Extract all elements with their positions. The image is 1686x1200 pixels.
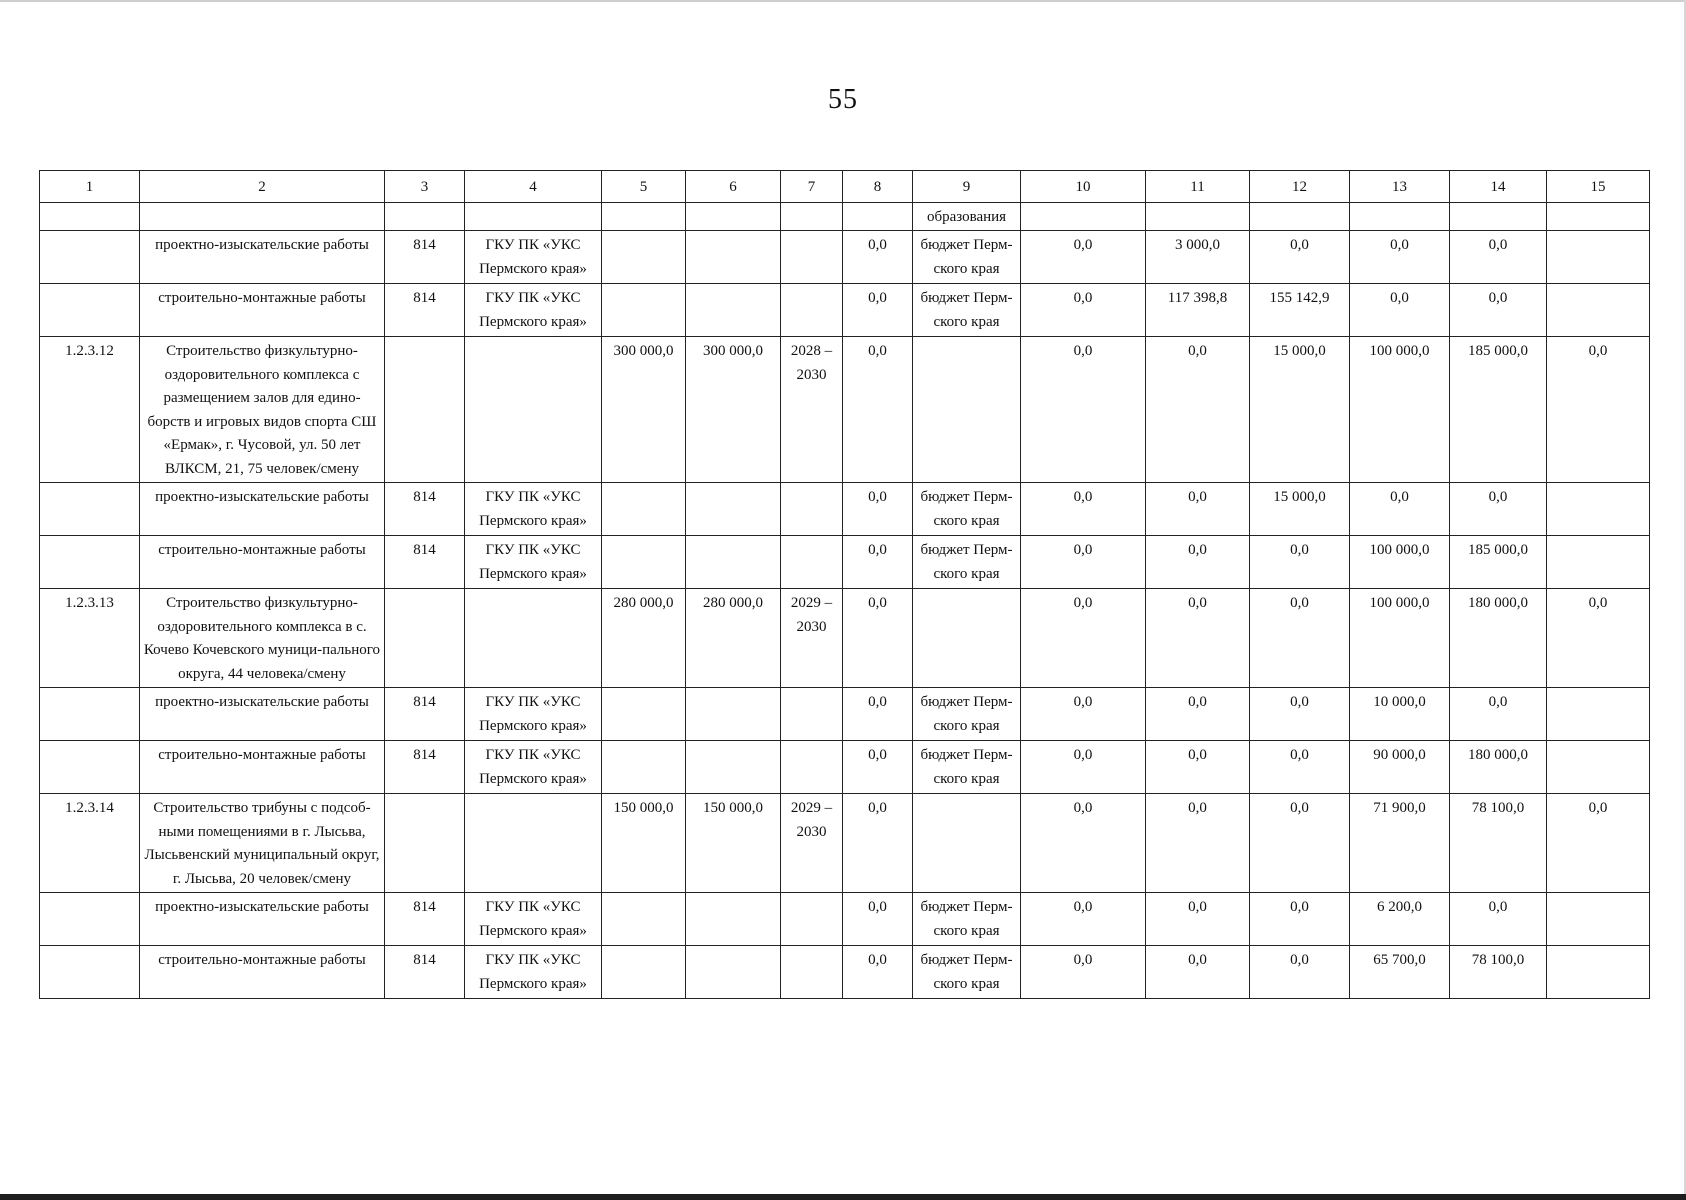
table-cell: 0,0 <box>1250 741 1350 794</box>
table-cell: 814 <box>385 231 465 284</box>
table-cell: ГКУ ПК «УКС Пермского края» <box>465 536 602 589</box>
table-cell: 0,0 <box>843 231 913 284</box>
table-cell: 280 000,0 <box>686 589 781 688</box>
table-cell: 0,0 <box>1350 231 1450 284</box>
table-cell <box>602 284 686 337</box>
table-cell: 180 000,0 <box>1450 589 1547 688</box>
table-cell <box>781 231 843 284</box>
table-cell: 0,0 <box>1146 688 1250 741</box>
table-cell <box>1547 284 1650 337</box>
table-cell: 185 000,0 <box>1450 337 1547 483</box>
table-cell: 1.2.3.13 <box>40 589 140 688</box>
table-cell: 814 <box>385 536 465 589</box>
table-cell: ГКУ ПК «УКС Пермского края» <box>465 483 602 536</box>
table-cell: 0,0 <box>1021 536 1146 589</box>
table-cell <box>781 536 843 589</box>
page-number: 55 <box>828 84 858 115</box>
table-cell: строительно-монтажные работы <box>140 741 385 794</box>
table-cell: 2028 – 2030 <box>781 337 843 483</box>
column-number-cell: 1 <box>40 171 140 203</box>
table-cell <box>686 741 781 794</box>
table-cell: 6 200,0 <box>1350 893 1450 946</box>
table-cell: 15 000,0 <box>1250 337 1350 483</box>
table-row-subitem <box>40 536 1650 589</box>
table-cell: 10 000,0 <box>1350 688 1450 741</box>
column-number-cell: 15 <box>1547 171 1650 203</box>
column-number-cell: 2 <box>140 171 385 203</box>
table-cell: 0,0 <box>1450 284 1547 337</box>
table-row-subitem <box>40 741 1650 794</box>
table-cell: 0,0 <box>1547 589 1650 688</box>
table-row-subitem <box>40 893 1650 946</box>
table-cell <box>1146 202 1250 231</box>
table-cell: 90 000,0 <box>1350 741 1450 794</box>
table-cell: 100 000,0 <box>1350 536 1450 589</box>
table-cell: 0,0 <box>1350 483 1450 536</box>
table-cell: 0,0 <box>1146 337 1250 483</box>
table-cell: 100 000,0 <box>1350 337 1450 483</box>
table-cell <box>40 741 140 794</box>
table-cell <box>40 946 140 999</box>
table-cell: 180 000,0 <box>1450 741 1547 794</box>
table-cell: строительно-монтажные работы <box>140 946 385 999</box>
table-cell <box>913 794 1021 893</box>
table-cell <box>40 284 140 337</box>
table-cell <box>385 202 465 231</box>
table-cell <box>140 202 385 231</box>
table-cell <box>781 202 843 231</box>
table-cell: 0,0 <box>843 536 913 589</box>
table-cell: 1.2.3.14 <box>40 794 140 893</box>
column-number-cell: 11 <box>1146 171 1250 203</box>
table-cell <box>1547 688 1650 741</box>
table-cell <box>686 202 781 231</box>
column-number-cell: 3 <box>385 171 465 203</box>
table-cell <box>686 688 781 741</box>
table-cell: 0,0 <box>1146 536 1250 589</box>
table-cell <box>686 483 781 536</box>
table-cell: 2029 – 2030 <box>781 589 843 688</box>
table-cell: бюджет Перм-ского края <box>913 741 1021 794</box>
table-cell <box>1547 231 1650 284</box>
table-cell: 0,0 <box>1250 688 1350 741</box>
table-cell <box>1021 202 1146 231</box>
table-cell: 0,0 <box>1021 741 1146 794</box>
table-cell: 0,0 <box>1146 893 1250 946</box>
table-cell <box>602 688 686 741</box>
table-cell: 0,0 <box>1250 893 1350 946</box>
table-cell <box>1547 946 1650 999</box>
table-cell: Строительство физкультурно-оздоровительного комплекса в с. Кочево Кочевского муници-пального округа, 44 человека/смену <box>140 589 385 688</box>
table-row-subitem <box>40 688 1650 741</box>
table-cell: 814 <box>385 741 465 794</box>
table-row-item <box>40 589 1650 688</box>
scan-edge-top <box>0 0 1686 2</box>
table-cell <box>602 741 686 794</box>
table-cell: 15 000,0 <box>1250 483 1350 536</box>
table-cell: проектно-изыскательские работы <box>140 688 385 741</box>
table-cell <box>40 202 140 231</box>
column-number-cell: 13 <box>1350 171 1450 203</box>
table-cell: 300 000,0 <box>686 337 781 483</box>
table-cell: 814 <box>385 284 465 337</box>
table-row-subitem <box>40 231 1650 284</box>
table-cell <box>40 483 140 536</box>
table-cell: 0,0 <box>1021 946 1146 999</box>
table-cell: 280 000,0 <box>602 589 686 688</box>
table-row-item <box>40 794 1650 893</box>
table-cell: бюджет Перм-ского края <box>913 688 1021 741</box>
table-cell: 71 900,0 <box>1350 794 1450 893</box>
table-cell: 0,0 <box>843 483 913 536</box>
table-cell: Строительство трибуны с подсоб-ными помещениями в г. Лысьва, Лысьвенский муниципальный округ, г. Лысьва, 20 человек/смену <box>140 794 385 893</box>
continuation-row <box>40 202 1650 231</box>
table-cell <box>686 284 781 337</box>
table-cell: проектно-изыскательские работы <box>140 231 385 284</box>
table-cell: 0,0 <box>1450 893 1547 946</box>
column-number-cell: 8 <box>843 171 913 203</box>
table-cell: 0,0 <box>1021 483 1146 536</box>
table-cell <box>602 483 686 536</box>
table-cell: проектно-изыскательские работы <box>140 483 385 536</box>
table-cell: 0,0 <box>1146 946 1250 999</box>
table-cell: ГКУ ПК «УКС Пермского края» <box>465 688 602 741</box>
table-cell: 0,0 <box>843 946 913 999</box>
table-cell: 0,0 <box>1250 536 1350 589</box>
table-cell: 0,0 <box>843 741 913 794</box>
table-cell <box>1547 536 1650 589</box>
table-cell: 0,0 <box>1350 284 1450 337</box>
table-cell <box>465 337 602 483</box>
table-cell: бюджет Перм-ского края <box>913 483 1021 536</box>
table-cell <box>40 536 140 589</box>
table-cell: строительно-монтажные работы <box>140 284 385 337</box>
table-cell: 0,0 <box>1146 483 1250 536</box>
table-cell <box>40 893 140 946</box>
table-cell <box>781 483 843 536</box>
table-cell <box>781 741 843 794</box>
table-cell: проектно-изыскательские работы <box>140 893 385 946</box>
budget-table <box>39 170 1650 999</box>
table-cell <box>1450 202 1547 231</box>
table-cell <box>602 946 686 999</box>
column-number-cell: 10 <box>1021 171 1146 203</box>
table-cell <box>686 893 781 946</box>
table-cell <box>781 284 843 337</box>
table-cell: 100 000,0 <box>1350 589 1450 688</box>
column-number-cell: 4 <box>465 171 602 203</box>
table-cell: 0,0 <box>1021 337 1146 483</box>
table-cell <box>40 688 140 741</box>
column-number-cell: 6 <box>686 171 781 203</box>
table-cell: 0,0 <box>1021 231 1146 284</box>
table-cell: ГКУ ПК «УКС Пермского края» <box>465 741 602 794</box>
table-cell: 150 000,0 <box>602 794 686 893</box>
table-cell: 0,0 <box>1250 589 1350 688</box>
table-cell <box>1547 893 1650 946</box>
table-cell <box>602 536 686 589</box>
table-cell <box>465 589 602 688</box>
table-cell: 0,0 <box>1146 589 1250 688</box>
table-cell <box>602 202 686 231</box>
column-number-cell: 12 <box>1250 171 1350 203</box>
table-row-item <box>40 337 1650 483</box>
table-cell: бюджет Перм-ского края <box>913 231 1021 284</box>
table-row-subitem <box>40 284 1650 337</box>
table-cell <box>1350 202 1450 231</box>
table-cell: 78 100,0 <box>1450 946 1547 999</box>
column-number-row <box>40 171 1650 203</box>
table-cell: бюджет Перм-ского края <box>913 536 1021 589</box>
table-cell: 814 <box>385 688 465 741</box>
table-cell: 78 100,0 <box>1450 794 1547 893</box>
table-cell: 300 000,0 <box>602 337 686 483</box>
table-cell: 117 398,8 <box>1146 284 1250 337</box>
table-cell: 65 700,0 <box>1350 946 1450 999</box>
table-cell <box>913 337 1021 483</box>
table-cell: 0,0 <box>1146 741 1250 794</box>
table-cell: ГКУ ПК «УКС Пермского края» <box>465 284 602 337</box>
table-cell: 0,0 <box>843 688 913 741</box>
column-number-cell: 9 <box>913 171 1021 203</box>
table-cell <box>1547 202 1650 231</box>
table-cell: бюджет Перм-ского края <box>913 893 1021 946</box>
column-number-cell: 5 <box>602 171 686 203</box>
table-cell: 814 <box>385 946 465 999</box>
table-cell <box>913 589 1021 688</box>
table-cell <box>385 589 465 688</box>
table-cell: 2029 – 2030 <box>781 794 843 893</box>
table-cell <box>686 946 781 999</box>
table-row-subitem <box>40 483 1650 536</box>
table-cell: 1.2.3.12 <box>40 337 140 483</box>
table-cell: 0,0 <box>1250 231 1350 284</box>
table-cell <box>385 337 465 483</box>
table-cell: ГКУ ПК «УКС Пермского края» <box>465 946 602 999</box>
table-cell: 0,0 <box>1021 794 1146 893</box>
table-cell: 0,0 <box>843 794 913 893</box>
table-cell: 185 000,0 <box>1450 536 1547 589</box>
table-cell <box>686 536 781 589</box>
table-cell <box>1250 202 1350 231</box>
table-cell: 0,0 <box>1021 284 1146 337</box>
table-cell: 0,0 <box>1450 688 1547 741</box>
table-cell: 814 <box>385 483 465 536</box>
table-cell <box>385 794 465 893</box>
table-cell: 0,0 <box>843 337 913 483</box>
table-cell: 0,0 <box>1450 231 1547 284</box>
table-cell: 0,0 <box>1250 794 1350 893</box>
table-cell <box>843 202 913 231</box>
table-cell: бюджет Перм-ского края <box>913 946 1021 999</box>
table-cell: 155 142,9 <box>1250 284 1350 337</box>
table-cell: Строительство физкультурно-оздоровительного комплекса с размещением залов для едино-борств и игровых видов спорта СШ «Ермак», г. Чусовой, ул. 50 лет ВЛКСМ, 21, 75 человек/смену <box>140 337 385 483</box>
table-cell: 0,0 <box>1547 337 1650 483</box>
table-cell: 0,0 <box>843 893 913 946</box>
table-cell <box>686 231 781 284</box>
table-cell: 0,0 <box>1250 946 1350 999</box>
table-cell <box>465 202 602 231</box>
table-cell <box>602 893 686 946</box>
table-cell: 0,0 <box>1547 794 1650 893</box>
column-number-cell: 7 <box>781 171 843 203</box>
table-cell: 0,0 <box>843 589 913 688</box>
table-cell <box>1547 483 1650 536</box>
table-cell <box>781 946 843 999</box>
table-cell: 814 <box>385 893 465 946</box>
table-cell <box>40 231 140 284</box>
table-cell <box>1547 741 1650 794</box>
table-cell <box>781 688 843 741</box>
table-cell: 150 000,0 <box>686 794 781 893</box>
table-cell: образования <box>913 202 1021 231</box>
table-cell: 0,0 <box>843 284 913 337</box>
table-cell: 0,0 <box>1021 688 1146 741</box>
table-cell: бюджет Перм-ского края <box>913 284 1021 337</box>
table-cell: 0,0 <box>1021 589 1146 688</box>
table-cell <box>602 231 686 284</box>
table-cell: ГКУ ПК «УКС Пермского края» <box>465 231 602 284</box>
scan-edge-bottom <box>0 1194 1686 1200</box>
table-cell: 0,0 <box>1146 794 1250 893</box>
table-cell: ГКУ ПК «УКС Пермского края» <box>465 893 602 946</box>
table-cell: строительно-монтажные работы <box>140 536 385 589</box>
table-cell <box>781 893 843 946</box>
table-row-subitem <box>40 946 1650 999</box>
table-cell: 0,0 <box>1021 893 1146 946</box>
table-cell: 3 000,0 <box>1146 231 1250 284</box>
table-cell <box>465 794 602 893</box>
column-number-cell: 14 <box>1450 171 1547 203</box>
table-cell: 0,0 <box>1450 483 1547 536</box>
